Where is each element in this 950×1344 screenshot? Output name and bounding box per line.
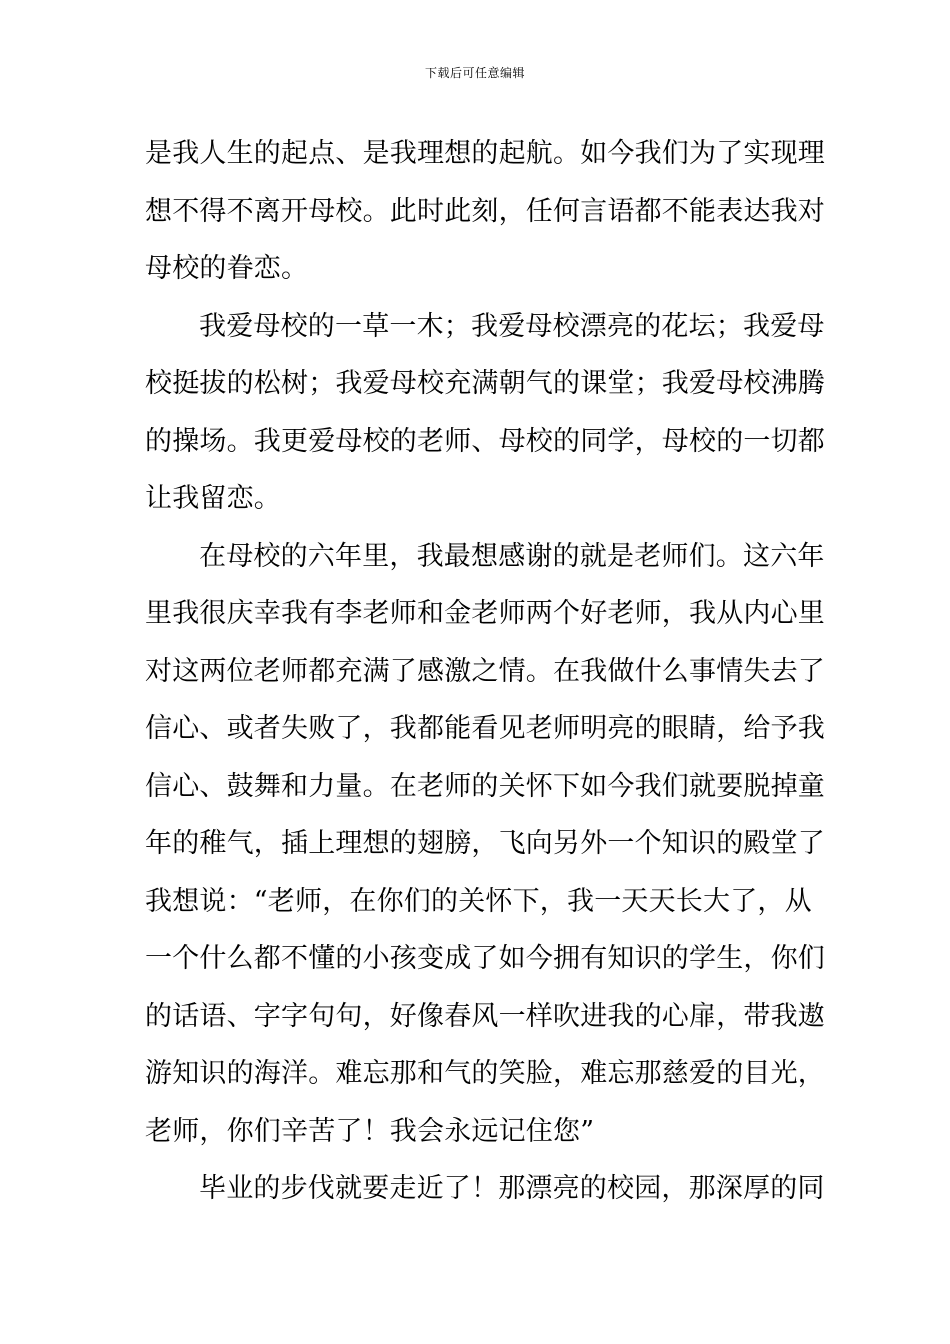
text-line: 校挺拔的松树；我爱母校充满朝气的课堂；我爱母校沸腾: [145, 368, 825, 399]
text-line: 里我很庆幸我有李老师和金老师两个好老师，我从内心里: [145, 598, 825, 629]
text-line: 信心、或者失败了，我都能看见老师明亮的眼睛，给予我: [145, 713, 825, 744]
text-line: 年的稚气，插上理想的翅膀，飞向另外一个知识的殿堂了: [145, 828, 825, 859]
page-header: 下载后可任意编辑: [424, 66, 525, 80]
text-line: 在母校的六年里，我最想感谢的就是老师们。这六年: [199, 540, 825, 572]
paragraph-1: [145, 125, 825, 298]
document-body: [145, 125, 825, 1218]
text-line: 我想说：“老师，在你们的关怀下，我一天天长大了，从: [145, 885, 812, 917]
paragraph-4: [145, 1160, 825, 1218]
text-line: 的操场。我更爱母校的老师、母校的同学，母校的一切都: [145, 425, 825, 457]
text-line: 老师，你们辛苦了！我会永远记住您”: [145, 1115, 595, 1147]
text-line: 信心、鼓舞和力量。在老师的关怀下如今我们就要脱掉童: [145, 770, 825, 802]
text-line: 是我人生的起点、是我理想的起航。如今我们为了实现理: [145, 138, 825, 169]
text-line: 毕业的步伐就要走近了！那漂亮的校园，那深厚的同: [199, 1173, 825, 1204]
text-line: 一个什么都不懂的小孩变成了如今拥有知识的学生，你们: [145, 943, 825, 974]
paragraph-2: [145, 298, 825, 528]
text-line: 想不得不离开母校。此时此刻，任何言语都不能表达我对: [145, 195, 825, 227]
text-line: 的话语、字字句句，好像春风一样吹进我的心扉，带我遨: [145, 1000, 825, 1032]
paragraph-3: [145, 528, 825, 1161]
text-line: 游知识的海洋。难忘那和气的笑脸，难忘那慈爱的目光，: [145, 1058, 825, 1089]
text-line: 让我留恋。: [145, 483, 281, 514]
text-line: 对这两位老师都充满了感激之情。在我做什么事情失去了: [145, 655, 825, 687]
text-line: 我爱母校的一草一木；我爱母校漂亮的花坛；我爱母: [199, 310, 825, 342]
text-line: 母校的眷恋。: [145, 253, 309, 284]
